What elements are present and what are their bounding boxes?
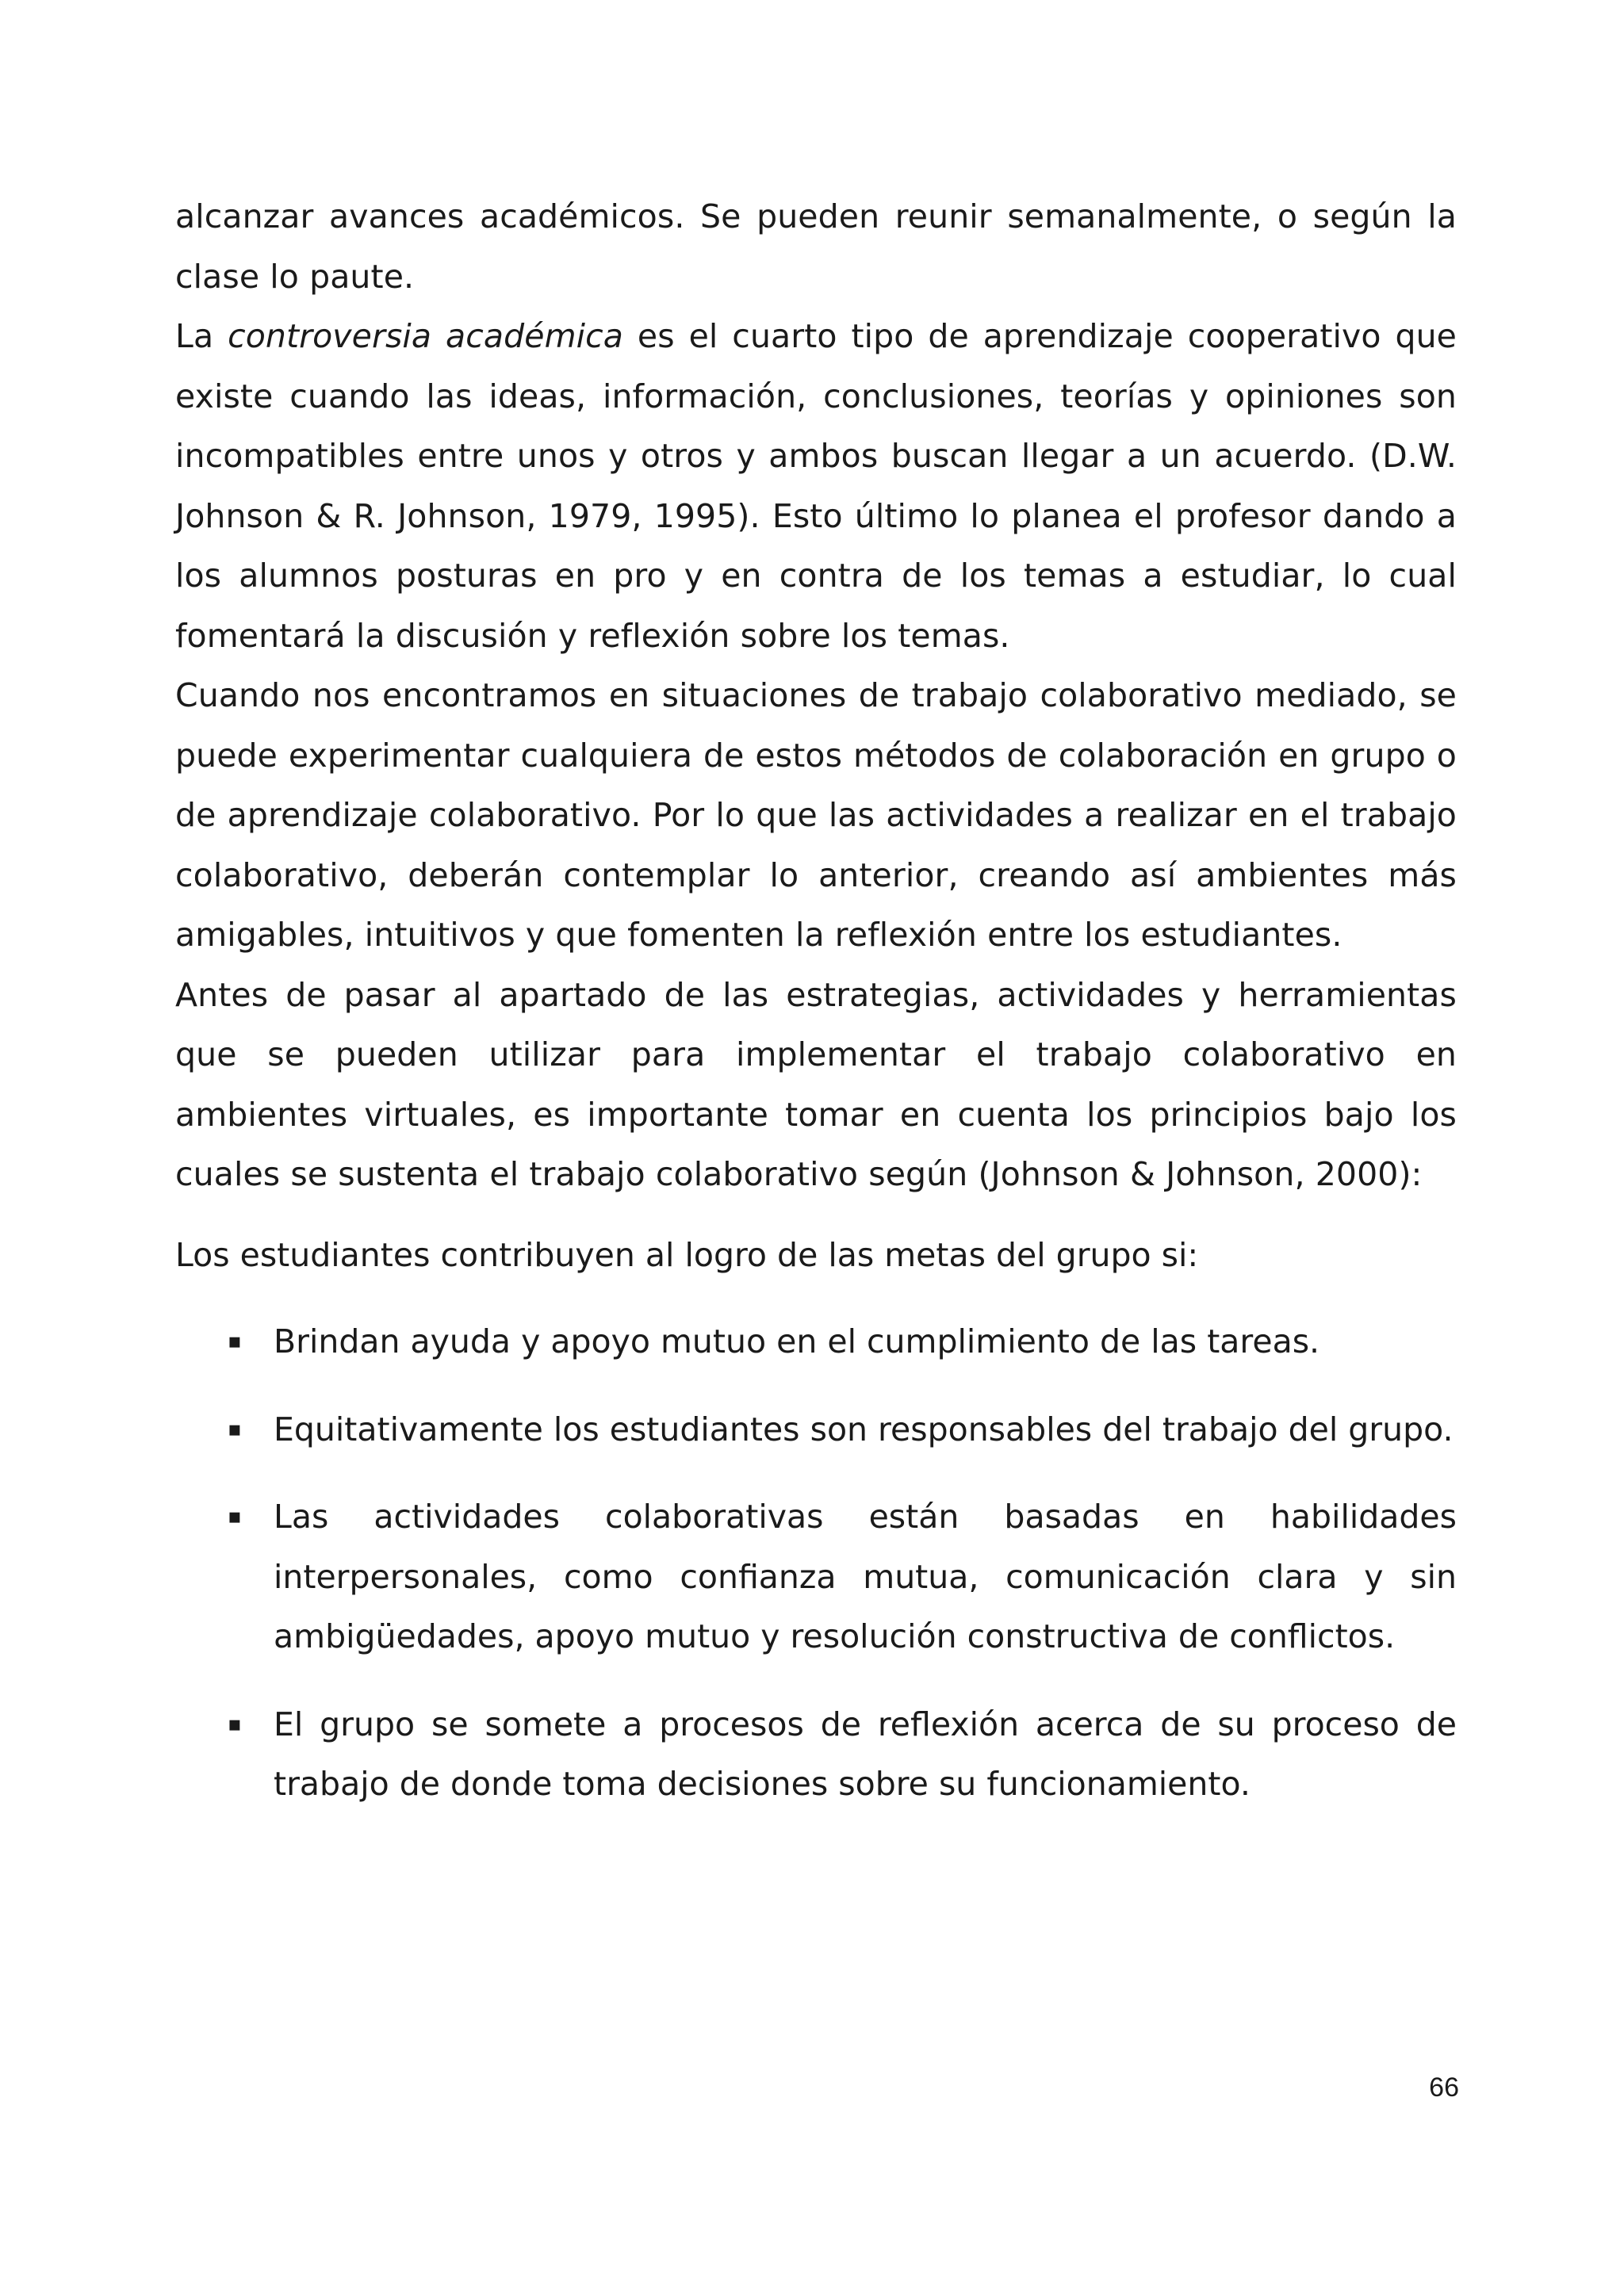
- paragraph-1: alcanzar avances académicos. Se pueden reunir semanalmente, o según la clase lo paute.: [175, 197, 1457, 296]
- paragraph-2-start: La: [175, 317, 228, 355]
- square-bullet-icon: ▪: [228, 1505, 242, 1529]
- list-item: [175, 1400, 1457, 1460]
- page-body: [175, 187, 1457, 1843]
- list-item: [175, 1312, 1457, 1372]
- square-bullet-icon: ▪: [228, 1330, 242, 1353]
- italic-term: controversia académica: [228, 317, 623, 355]
- paragraph-3: Cuando nos encontramos en situaciones de trabajo colaborativo mediado, se puede experimentar cualquiera de estos métodos de colaboración en grupo o de aprendizaje colaborativo. Por lo que las actividades a realizar en el trabajo colaborativo, deberán contemplar lo anterior, creando así ambientes más amigables, intuitivos y que fomenten la reflexión entre los estudiantes.: [175, 676, 1457, 954]
- list-item-text: El grupo se somete a procesos de reflexión acerca de su proceso de trabajo de donde toma decisiones sobre su funcionamiento.: [274, 1705, 1457, 1803]
- list-item: [175, 1695, 1457, 1815]
- list-item-text: Las actividades colaborativas están basadas en habilidades interpersonales, como confianza mutua, comunicación clara y sin ambigüedades, apoyo mutuo y resolución constructiva de conflictos.: [274, 1498, 1457, 1655]
- paragraph-2: [175, 307, 1457, 666]
- list-item-text: Brindan ayuda y apoyo mutuo en el cumplimiento de las tareas.: [274, 1322, 1320, 1360]
- paragraph-2-rest: es el cuarto tipo de aprendizaje cooperativo que existe cuando las ideas, información, conclusiones, teorías y opiniones son incompatibles entre unos y otros y ambos buscan llegar a un acuerdo. (D.W. Johnson & R. Johnson, 1979, 1995). Esto último lo planea el profesor dando a los alumnos posturas en pro y en contra de los temas a estudiar, lo cual fomentará la discusión y reflexión sobre los temas.: [175, 317, 1457, 655]
- list-item: [175, 1487, 1457, 1667]
- square-bullet-icon: ▪: [228, 1417, 242, 1441]
- square-bullet-icon: ▪: [228, 1712, 242, 1736]
- list-item-text: Equitativamente los estudiantes son responsables del trabajo del grupo.: [274, 1410, 1454, 1448]
- principles-list: [175, 1312, 1457, 1815]
- paragraph-4: Antes de pasar al apartado de las estrategias, actividades y herramientas que se pueden utilizar para implementar el trabajo colaborativo en ambientes virtuales, es importante tomar en cuenta los principios bajo los cuales se sustenta el trabajo colaborativo según (Johnson & Johnson, 2000):: [175, 975, 1457, 1193]
- page-number: 66: [1429, 2072, 1459, 2103]
- list-intro: Los estudiantes contribuyen al logro de las metas del grupo si:: [175, 1235, 1199, 1274]
